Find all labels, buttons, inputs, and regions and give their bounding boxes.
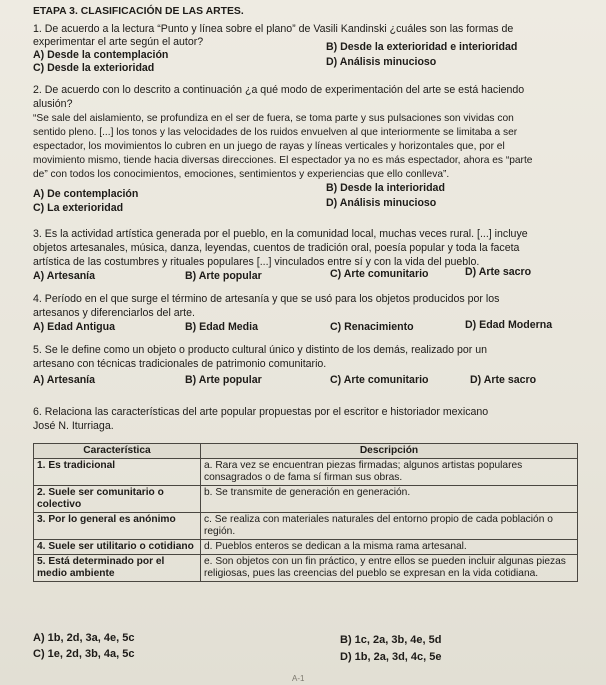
q4-stem-line2: artesanos y diferenciarlos del arte. xyxy=(33,307,195,319)
table-cell-description: b. Se transmite de generación en generación. xyxy=(201,486,578,513)
q6-option-c[interactable]: C) 1e, 2d, 3b, 4a, 5c xyxy=(33,648,135,660)
q2-quote-line1: “Se sale del aislamiento, se profundiza en el ser de fuera, se toma parte y sus pulsaciones son vividas con xyxy=(33,113,514,124)
table-row xyxy=(34,555,578,582)
table-cell-characteristic: 2. Suele ser comunitario o colectivo xyxy=(34,486,201,513)
table-cell-characteristic: 1. Es tradicional xyxy=(34,459,201,486)
q3-option-a[interactable]: A) Artesanía xyxy=(33,270,96,282)
table-row xyxy=(34,459,578,486)
table-header-row xyxy=(34,444,578,459)
q3-stem-line2: objetos artesanales, música, danza, leyendas, cuentos de tradición oral, poesía popular y toda la faceta xyxy=(33,242,520,254)
q4-option-a[interactable]: A) Edad Antigua xyxy=(33,321,115,333)
q1-option-c[interactable]: C) Desde la exterioridad xyxy=(33,62,155,74)
page-number: A-1 xyxy=(292,674,305,683)
section-heading: ETAPA 3. CLASIFICACIÓN DE LAS ARTES. xyxy=(33,6,244,17)
q2-option-d[interactable]: D) Análisis minucioso xyxy=(326,197,437,209)
table-cell-characteristic: 4. Suele ser utilitario o cotidiano xyxy=(34,540,201,555)
table-cell-description: e. Son objetos con un fin práctico, y entre ellos se pueden incluir algunas piezas religiosas, pues las creencias del pueblo se expresan en la vida cotidiana. xyxy=(201,555,578,582)
q3-option-d[interactable]: D) Arte sacro xyxy=(465,266,532,278)
q6-option-b[interactable]: B) 1c, 2a, 3b, 4e, 5d xyxy=(340,634,442,646)
q2-stem-line2: alusión? xyxy=(33,98,73,110)
table-cell-characteristic: 3. Por lo general es anónimo xyxy=(34,513,201,540)
table-row xyxy=(34,540,578,555)
q2-quote-line5: de” con todos los conocimientos, emociones, sentimientos y experiencias que ello conlleva”. xyxy=(33,169,450,180)
q1-option-a[interactable]: A) Desde la contemplación xyxy=(33,49,169,61)
q3-option-c[interactable]: C) Arte comunitario xyxy=(330,268,429,280)
table-cell-characteristic: 5. Está determinado por el medio ambiente xyxy=(34,555,201,582)
q5-stem-line1: 5. Se le define como un objeto o producto cultural único y distinto de los demás, realizado por un xyxy=(33,344,488,356)
table-row xyxy=(34,513,578,540)
q6-option-a[interactable]: A) 1b, 2d, 3a, 4e, 5c xyxy=(33,632,135,644)
table-header-description: Descripción xyxy=(201,444,578,459)
q4-option-c[interactable]: C) Renacimiento xyxy=(330,321,414,333)
q6-stem-line2: José N. Iturriaga. xyxy=(33,420,114,432)
q1-option-d[interactable]: D) Análisis minucioso xyxy=(326,56,437,68)
q6-option-d[interactable]: D) 1b, 2a, 3d, 4c, 5e xyxy=(340,651,442,663)
table-cell-description: c. Se realiza con materiales naturales del entorno propio de cada población o región. xyxy=(201,513,578,540)
relation-table xyxy=(33,443,578,582)
q2-quote-line4: movimiento mismo, tiende hacia diversas direcciones. El espectador ya no es más espectador, ahora es “parte xyxy=(33,155,533,166)
q4-option-b[interactable]: B) Edad Media xyxy=(185,321,258,333)
q2-quote-line2: sentido pleno. [...] los tonos y las velocidades de los ruidos envuelven al que interiormente se limitaba a ser xyxy=(33,127,518,138)
q1-stem-line2: experimentar el arte según el autor? xyxy=(33,36,204,48)
table-row xyxy=(34,486,578,513)
q4-stem-line1: 4. Período en el que surge el término de artesanía y que se usó para los objetos producidos por los xyxy=(33,293,500,305)
q1-stem-line1: 1. De acuerdo a la lectura “Punto y línea sobre el plano” de Vasili Kandinski ¿cuáles son las formas de xyxy=(33,23,514,35)
q3-stem-line3: artística de las costumbres y rituales populares [...] vinculados entre sí y con la vida del pueblo. xyxy=(33,256,480,268)
q2-quote-line3: espectador, los movimientos lo cubren en un juego de rayas y líneas verticales y horizontales que, por el xyxy=(33,141,505,152)
q3-stem-line1: 3. Es la actividad artística generada por el pueblo, en la comunidad local, muchas veces rural. [...] incluye xyxy=(33,228,528,240)
table-cell-description: a. Rara vez se encuentran piezas firmadas; algunos artistas populares consagrados o de fama sí firman sus obras. xyxy=(201,459,578,486)
q5-stem-line2: artesano con técnicas tradicionales de patrimonio comunitario. xyxy=(33,358,327,370)
table-header-characteristic: Característica xyxy=(34,444,201,459)
q2-option-c[interactable]: C) La exterioridad xyxy=(33,202,124,214)
q5-option-a[interactable]: A) Artesanía xyxy=(33,374,96,386)
q5-option-d[interactable]: D) Arte sacro xyxy=(470,374,537,386)
table-cell-description: d. Pueblos enteros se dedican a la misma rama artesanal. xyxy=(201,540,578,555)
q2-option-a[interactable]: A) De contemplación xyxy=(33,188,139,200)
q3-option-b[interactable]: B) Arte popular xyxy=(185,270,262,282)
q1-option-b[interactable]: B) Desde la exterioridad e interioridad xyxy=(326,41,518,53)
q5-option-b[interactable]: B) Arte popular xyxy=(185,374,262,386)
q2-option-b[interactable]: B) Desde la interioridad xyxy=(326,182,445,194)
q2-stem-line1: 2. De acuerdo con lo descrito a continuación ¿a qué modo de experimentación del arte se está haciendo xyxy=(33,84,525,96)
q4-option-d[interactable]: D) Edad Moderna xyxy=(465,319,553,331)
q5-option-c[interactable]: C) Arte comunitario xyxy=(330,374,429,386)
q6-stem-line1: 6. Relaciona las características del arte popular propuestas por el escritor e historiador mexicano xyxy=(33,406,489,418)
